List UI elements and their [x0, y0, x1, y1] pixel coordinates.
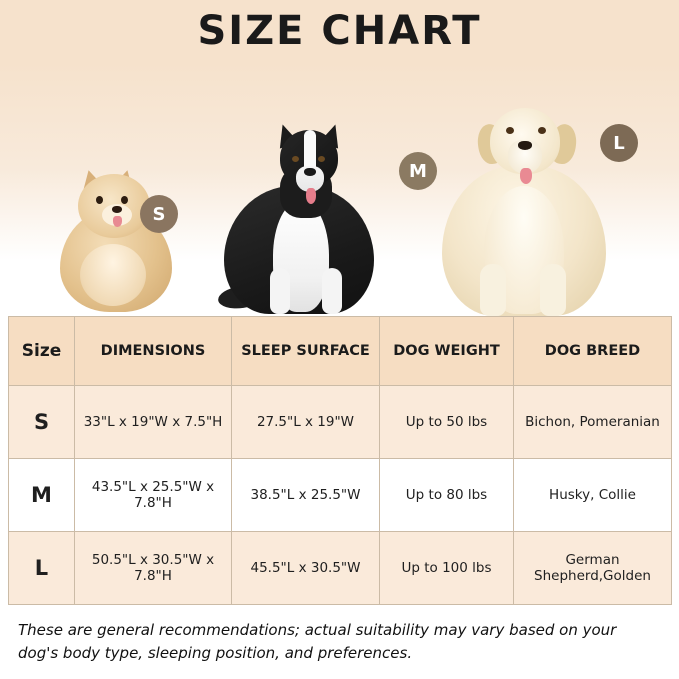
- header-dog-weight: DOG WEIGHT: [380, 317, 514, 386]
- golden-retriever-photo: [432, 71, 628, 316]
- collie-leg-left: [270, 268, 290, 314]
- cell-dimensions: 33"L x 19"W x 7.5"H: [75, 386, 232, 459]
- collie-tongue: [306, 188, 316, 204]
- collie-eye-left: [292, 156, 299, 162]
- cell-dog-weight: Up to 50 lbs: [380, 386, 514, 459]
- golden-leg-left: [480, 264, 506, 316]
- cell-dog-breed: Bichon, Pomeranian: [514, 386, 672, 459]
- header-dog-breed: DOG BREED: [514, 317, 672, 386]
- pomeranian-photo: [52, 162, 182, 312]
- table-row: [9, 532, 672, 605]
- table-body: [9, 386, 672, 605]
- table-header: [9, 317, 672, 386]
- header-dimensions: DIMENSIONS: [75, 317, 232, 386]
- golden-nose: [518, 141, 532, 150]
- table-row: [9, 386, 672, 459]
- golden-tongue: [520, 168, 532, 184]
- cell-dimensions: 43.5"L x 25.5"W x 7.8"H: [75, 459, 232, 532]
- size-badge-medium: M: [399, 152, 437, 190]
- header-size: Size: [9, 317, 75, 386]
- table-row: [9, 459, 672, 532]
- cell-sleep-surface: 38.5"L x 25.5"W: [232, 459, 380, 532]
- pomeranian-tongue: [113, 216, 122, 227]
- cell-sleep-surface: 45.5"L x 30.5"W: [232, 532, 380, 605]
- cell-dog-breed: Husky, Collie: [514, 459, 672, 532]
- cell-dog-breed: German Shepherd,Golden: [514, 532, 672, 605]
- collie-eye-right: [318, 156, 325, 162]
- pomeranian-eye-right: [121, 196, 128, 204]
- size-table: [8, 316, 672, 605]
- cell-sleep-surface: 27.5"L x 19"W: [232, 386, 380, 459]
- golden-eye-right: [538, 127, 546, 134]
- page-title: SIZE CHART: [197, 8, 482, 54]
- page-header: [0, 0, 679, 62]
- collie-nose: [304, 168, 316, 176]
- dog-photo-strip: [0, 62, 679, 316]
- header-sleep-surface: SLEEP SURFACE: [232, 317, 380, 386]
- golden-eye-left: [506, 127, 514, 134]
- cell-dog-weight: Up to 100 lbs: [380, 532, 514, 605]
- pomeranian-chest: [80, 244, 146, 306]
- table-header-row: [9, 317, 672, 386]
- cell-size: L: [9, 532, 75, 605]
- cell-size: M: [9, 459, 75, 532]
- golden-leg-right: [540, 264, 566, 316]
- pomeranian-eye-left: [96, 196, 103, 204]
- cell-dimensions: 50.5"L x 30.5"W x 7.8"H: [75, 532, 232, 605]
- size-table-wrapper: [0, 316, 679, 605]
- footnote-text: These are general recommendations; actual suitability may vary based on your dog's body type, sleeping position, and preferences.: [18, 621, 617, 663]
- size-badge-small: S: [140, 195, 178, 233]
- cell-size: S: [9, 386, 75, 459]
- cell-dog-weight: Up to 80 lbs: [380, 459, 514, 532]
- border-collie-photo: [218, 92, 393, 314]
- collie-leg-right: [322, 268, 342, 314]
- size-badge-large: L: [600, 124, 638, 162]
- pomeranian-nose: [112, 206, 122, 213]
